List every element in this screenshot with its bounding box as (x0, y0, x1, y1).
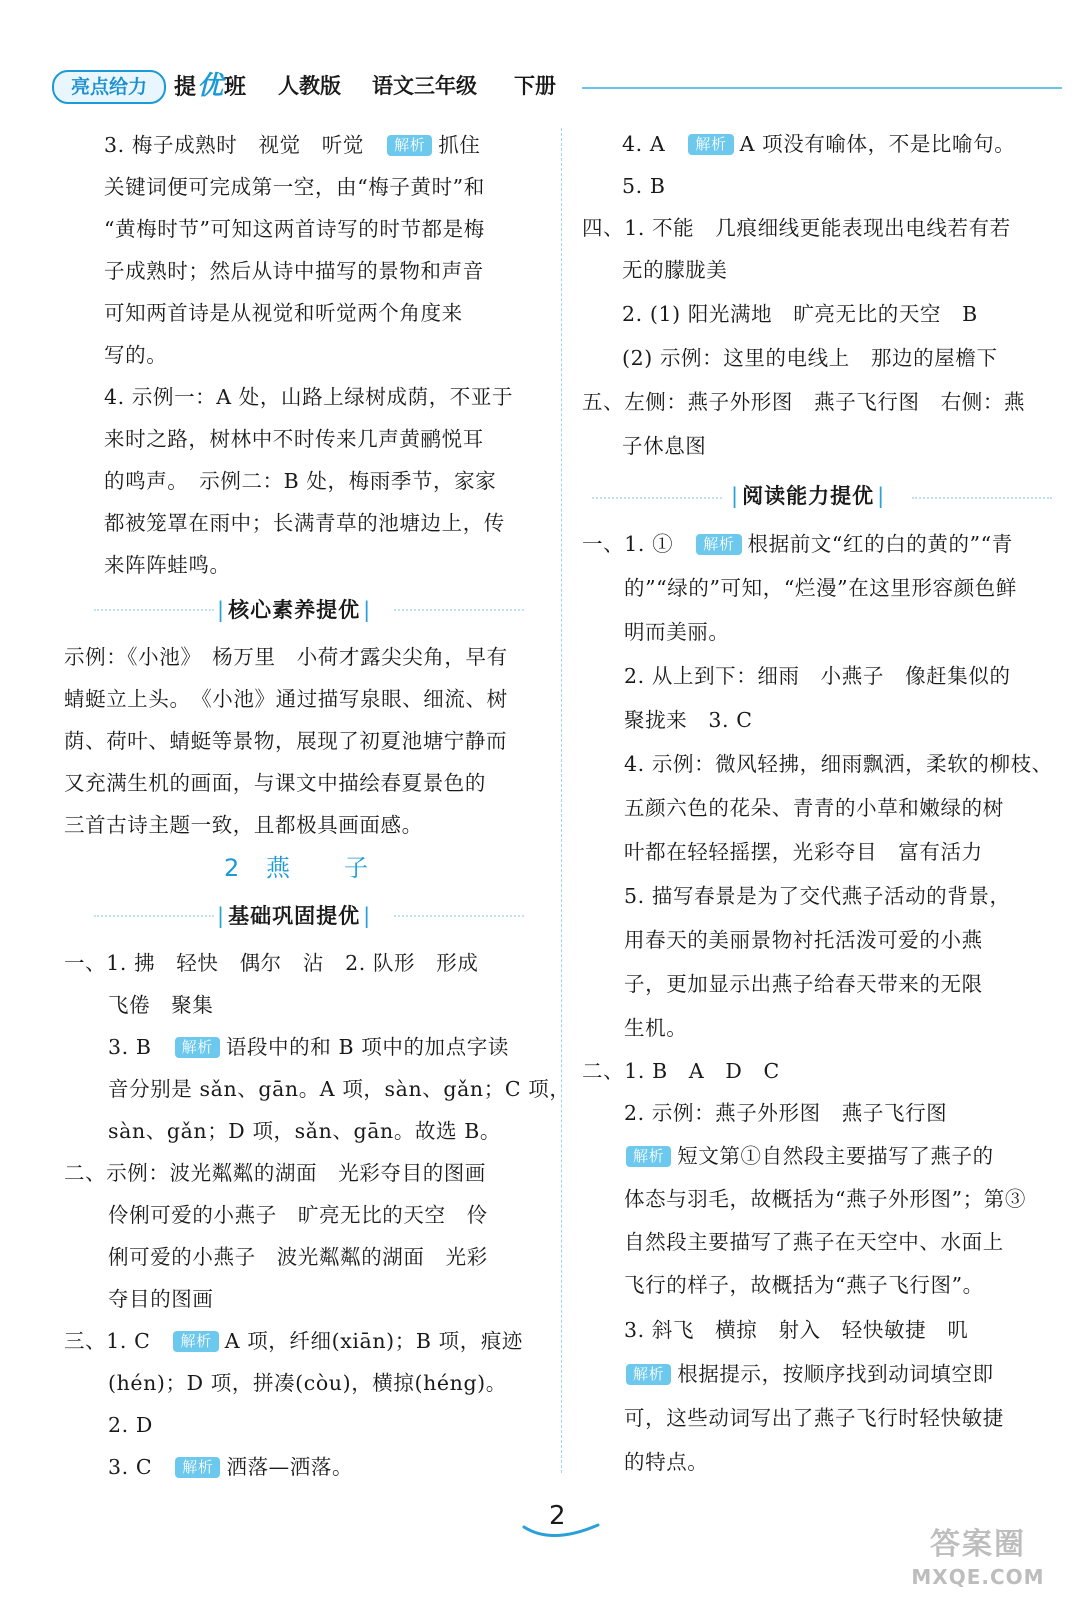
analysis-tag: 解析 (626, 1364, 671, 1385)
answer-line: 子，更加显示出燕子给春天带来的无限 (624, 972, 983, 996)
answer-line: 伶俐可爱的小燕子 旷亮无比的天空 伶 (108, 1203, 488, 1227)
chapter-number: 2 (224, 854, 242, 882)
answer-line: 2. (1) 阳光满地 旷亮无比的天空 B (622, 302, 978, 326)
answer-line: 自然段主要描写了燕子在天空中、水面上 (624, 1230, 1004, 1254)
answer-line: 子成熟时；然后从诗中描写的景物和声音 (104, 259, 484, 283)
answer-line: 的”“绿的”可知，“烂漫”在这里形容颜色鲜 (624, 576, 1017, 600)
answer-line: 一、1. ① 解析 根据前文“红的白的黄的”“青 (582, 532, 1013, 556)
dotted-rule (94, 609, 214, 611)
analysis-tag: 解析 (175, 1037, 220, 1058)
answer-line: 三首古诗主题一致，且都极具画面感。 (64, 813, 423, 837)
answer-line: 写的。 (104, 343, 168, 367)
section-heading: | 阅读能力提优 | (728, 481, 888, 511)
chapter-title: 燕 子 (266, 854, 370, 882)
analysis-tag: 解析 (387, 135, 432, 156)
answer-line: 音分别是 sǎn、gān。A 项，sàn、gǎn；C 项， (108, 1077, 571, 1101)
answer-line: 关键词便可完成第一空，由“梅子黄时”和 (104, 175, 485, 199)
answer-line: 飞倦 聚集 (108, 993, 214, 1017)
answer-line: 夺目的图画 (108, 1287, 214, 1311)
answer-line: 4. A 解析 A 项没有喻体，不是比喻句。 (622, 132, 1016, 156)
answer-line: 生机。 (624, 1016, 688, 1040)
answer-line: 无的朦胧美 (622, 258, 728, 282)
dotted-rule (394, 609, 524, 611)
analysis-tag: 解析 (626, 1146, 671, 1167)
answer-line: 解析 短文第①自然段主要描写了燕子的 (624, 1141, 994, 1171)
page-header (52, 66, 1062, 110)
dotted-rule (912, 497, 1052, 499)
section-heading: | 核心素养提优 | (214, 595, 374, 625)
answer-line: 用春天的美丽景物衬托活泼可爱的小燕 (624, 928, 983, 952)
answer-line: 可知两首诗是从视觉和听觉两个角度来 (104, 301, 463, 325)
answer-line: 四、1. 不能 几痕细线更能表现出电线若有若 (582, 216, 1011, 240)
analysis-tag: 解析 (696, 534, 741, 555)
answer-line: 都被笼罩在雨中；长满青草的池塘边上，传 (104, 511, 505, 535)
answer-line: 的鸣声。 示例二：B 处，梅雨季节，家家 (104, 469, 497, 493)
answer-line: 解析 根据提示，按顺序找到动词填空即 (624, 1359, 994, 1389)
answer-line: 示例：《小池》 杨万里 小荷才露尖尖角，早有 (64, 645, 508, 669)
answer-line: 的特点。 (624, 1450, 709, 1474)
answer-line: 蜻蜓立上头。 《小池》通过描写泉眼、细流、树 (64, 687, 508, 711)
header-rule (582, 87, 1062, 89)
answer-line: 2. D (108, 1413, 153, 1437)
answer-line: 飞行的样子，故概括为“燕子飞行图”。 (624, 1273, 984, 1297)
answer-line: 3. 梅子成熟时 视觉 听觉 解析 抓住 (104, 133, 481, 157)
answer-line: “黄梅时节”可知这两首诗写的时节都是梅 (104, 217, 485, 241)
answer-line: 5. B (622, 174, 666, 198)
answer-line: 俐可爱的小燕子 波光粼粼的湖面 光彩 (108, 1245, 488, 1269)
answer-line: (2) 示例：这里的电线上 那边的屋檐下 (622, 346, 998, 370)
page-number-swoosh (522, 1523, 600, 1545)
answer-line: 可，这些动词写出了燕子飞行时轻快敏捷 (624, 1406, 1004, 1430)
brand-badge: 亮点给力 (52, 70, 166, 104)
answer-line: 5. 描写春景是为了交代燕子活动的背景， (624, 884, 1011, 908)
dotted-rule (94, 915, 214, 917)
answer-line: 叶都在轻轻摇摆，光彩夺目 富有活力 (624, 840, 983, 864)
dotted-rule (394, 915, 524, 917)
section-heading: | 基础巩固提优 | (214, 901, 374, 931)
answer-line: 3. B 解析 语段中的和 B 项中的加点字读 (108, 1035, 509, 1059)
answer-line: 二、1. B A D C (582, 1059, 780, 1083)
answer-line: 4. 示例一：A 处，山路上绿树成荫，不亚于 (104, 385, 514, 409)
dotted-rule (592, 497, 722, 499)
answer-line: 一、1. 拂 轻快 偶尔 沾 2. 队形 形成 (64, 951, 479, 975)
answer-line: 体态与羽毛，故概括为“燕子外形图”；第③ (624, 1187, 1026, 1211)
volume-label: 下册 (514, 74, 556, 98)
analysis-tag: 解析 (175, 1457, 220, 1478)
answer-line: 来阵阵蛙鸣。 (104, 553, 231, 577)
answer-line: (hén)；D 项，拼凑(còu)，横掠(héng)。 (108, 1371, 507, 1395)
answer-line: 五颜六色的花朵、青青的小草和嫩绿的树 (624, 796, 1004, 820)
watermark: 答案圈 MXQE.COM (911, 1527, 1045, 1589)
page-number: 2 (549, 1501, 566, 1531)
answer-line: 荫、荷叶、蜻蜓等景物，展现了初夏池塘宁静而 (64, 729, 508, 753)
answer-line: 明而美丽。 (624, 620, 730, 644)
answer-line: 子休息图 (622, 434, 707, 458)
answer-line: 五、左侧：燕子外形图 燕子飞行图 右侧：燕 (582, 390, 1026, 414)
subject-label: 语文三年级 (372, 74, 477, 98)
answer-line: 2. 从上到下：细雨 小燕子 像赶集似的 (624, 664, 1011, 688)
answer-line: 3. C 解析 洒落—洒落。 (108, 1455, 354, 1479)
answer-line: 聚拢来 3. C (624, 708, 753, 732)
column-divider (561, 128, 562, 1473)
answer-line: 三、1. C 解析 A 项，纤细(xiān)；B 项，痕迹 (64, 1329, 524, 1353)
answer-line: 二、示例：波光粼粼的湖面 光彩夺目的图画 (64, 1161, 486, 1185)
answer-line: 3. 斜飞 横掠 射入 轻快敏捷 叽 (624, 1318, 969, 1342)
answer-line: 4. 示例：微风轻拂，细雨飘洒，柔软的柳枝、 (624, 752, 1053, 776)
analysis-tag: 解析 (688, 134, 733, 155)
answer-line: 2. 示例：燕子外形图 燕子飞行图 (624, 1101, 948, 1125)
analysis-tag: 解析 (173, 1331, 218, 1352)
answer-line: 又充满生机的画面，与课文中描绘春夏景色的 (64, 771, 486, 795)
answer-line: sàn、gǎn；D 项，sǎn、gān。故选 B。 (108, 1119, 502, 1143)
answer-line: 来时之路，树林中不时传来几声黄鹂悦耳 (104, 427, 484, 451)
edition-label: 人教版 (278, 74, 341, 98)
series-title: 提优班 (174, 71, 248, 101)
